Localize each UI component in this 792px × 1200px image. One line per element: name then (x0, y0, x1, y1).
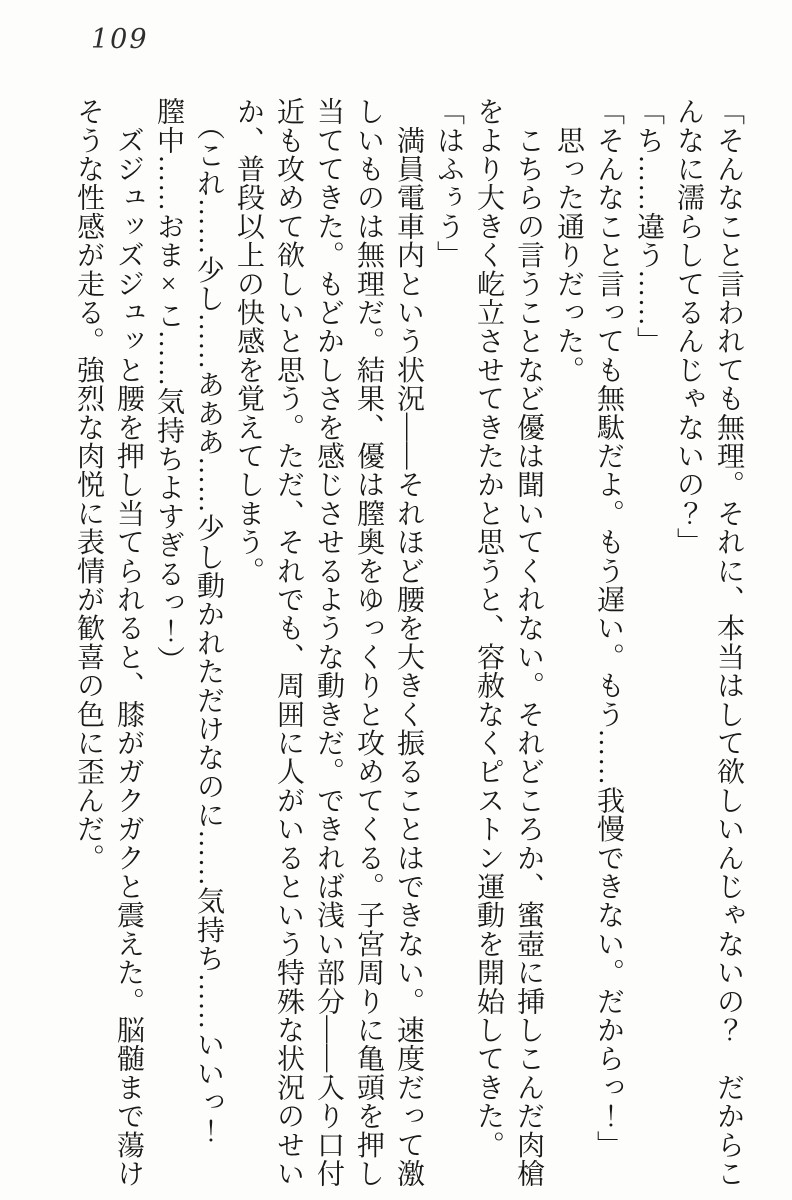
paragraph-inner-monologue: （これ……少し……あああ……少し動かれただけなのに……気持ち……いいっ！ 膣中……おま×こ……気持ちよすぎるっ！） (153, 97, 224, 1174)
page-number: 109 (91, 24, 149, 55)
paragraph-dialogue-4: 「はふぅう」 (433, 97, 464, 270)
paragraph-narration-4: ズジュッズジュッと腰を押し当てられると、膝がガクガクと震えた。脳髄まで蕩けそうな性感が走る。強烈な肉悦に表情が歓喜の色に歪んだ。 (73, 97, 144, 1188)
body-text (68, 97, 748, 1192)
paragraph-dialogue-1: 「そんなこと言われても無理。それに、本当はして欲しいんじゃないの？ だからこんなに濡らしてるんじゃないの？」 (673, 97, 744, 1188)
paragraph-narration-3: 満員電車内という状況――それほど腰を大きく振ることはできない。速度だって激しいものは無理だ。結果、優は膣奥をゆっくりと攻めてくる。子宮周りに亀頭を押し当ててきた。もどかしさを感じさせるような動きだ。できれば浅い部分――入り口付近も攻めて欲しいと思う。ただ、それでも、周囲に人がいるという特殊な状況のせいか、普段以上の快感を覚えてしまう。 (233, 97, 424, 1188)
paragraph-dialogue-3: 「そんなこと言っても無駄だよ。もう遅い。もう……我慢できない。だからっ！」 (593, 97, 624, 1159)
paragraph-dialogue-2: 「ち……違う……」 (633, 97, 664, 356)
paragraph-narration-2: こちらの言うことなど優は聞いてくれない。それどころか、蜜壺に挿しこんだ肉槍をより大きく屹立させてきたかと思うと、容赦なくピストン運動を開始してきた。 (473, 97, 544, 1188)
paragraph-narration-1: 思った通りだった。 (553, 97, 584, 384)
